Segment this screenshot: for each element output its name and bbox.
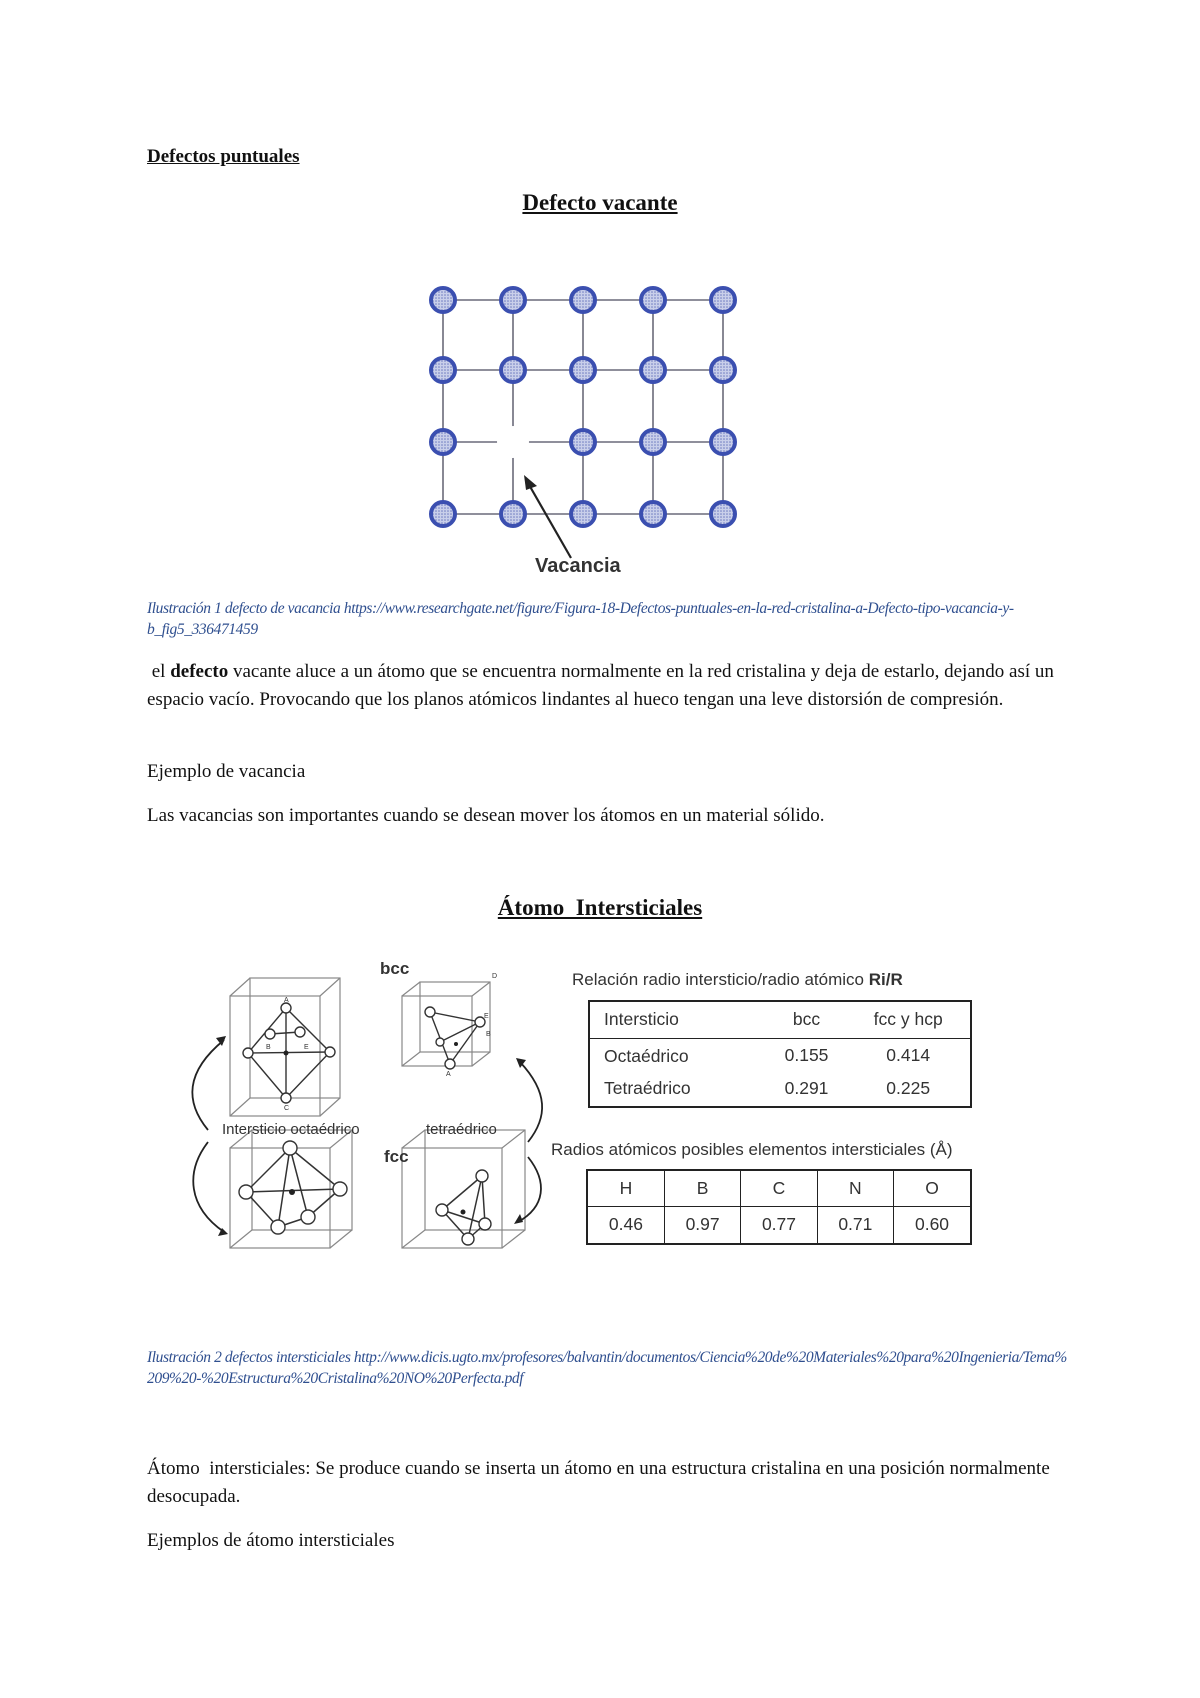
section-heading: Defectos puntuales (147, 146, 300, 167)
vertex-label: E (484, 1013, 489, 1020)
lattice-atom (571, 288, 595, 312)
radii-value-cell: 0.97 (664, 1206, 740, 1244)
ratio-cell: Tetraédrico (604, 1077, 691, 1098)
lattice-atom (641, 358, 665, 382)
vertex-label: A (284, 997, 289, 1004)
ratio-cell: 0.414 (886, 1044, 931, 1065)
ratio-title (572, 970, 903, 990)
arrow-head-icon (514, 1214, 523, 1224)
figure-caption-2: Ilustración 2 defectos intersticiales http://www.dicis.ugto.mx/profesores/balvantin/documentos/Ciencia%20de%20Materiales%20para%20Ingenieria/Tema%209%20-%20Estructura%20Cristalina%20NO%20Perfecta.pdf (147, 1349, 1067, 1387)
fcc-label: fcc (384, 1147, 409, 1166)
lattice-atom (501, 288, 525, 312)
radii-header-cell: H (587, 1170, 664, 1206)
tetrahedral-label: tetraédrico (426, 1121, 497, 1138)
lattice-atom (501, 502, 525, 526)
interstitial-title: Átomo Intersticiales (497, 895, 703, 920)
vacancy-title: Defecto vacante (522, 190, 678, 215)
lattice-atom (571, 502, 595, 526)
ratio-title-text: Relación radio intersticio/radio atómico (572, 970, 864, 989)
lattice-atom (641, 430, 665, 454)
vacancy-label: Vacancia (535, 555, 621, 577)
interstitial-paragraph: Átomo intersticiales: Se produce cuando se inserta un átomo en una estructura cristalina en una posición normalmente desocupada. (147, 1458, 1055, 1507)
radii-value-cell: 0.71 (817, 1206, 893, 1244)
radii-header-cell: C (741, 1170, 817, 1206)
ratio-header-cell: fcc y hcp (873, 1009, 943, 1030)
radii-value-cell: 0.46 (587, 1206, 664, 1244)
lattice-atom (711, 430, 735, 454)
curved-arrow-left-top (192, 1040, 224, 1130)
vertex-label: C (284, 1105, 290, 1112)
ratio-cell: 0.155 (784, 1044, 829, 1065)
radii-header-cell: B (664, 1170, 740, 1206)
vacancy-lattice-figure (420, 282, 750, 582)
lattice-atom (711, 288, 735, 312)
vertex-label: D (492, 973, 498, 980)
lattice-atom (641, 502, 665, 526)
ratio-table-frame (588, 1000, 972, 1108)
lattice-atom (501, 358, 525, 382)
radii-header-cell: N (817, 1170, 893, 1206)
interstitial-example-label: Ejemplos de átomo intersticiales (147, 1530, 395, 1551)
radii-title: Radios atómicos posibles elementos intersticiales (Å) (551, 1140, 953, 1159)
ratio-header-cell: bcc (792, 1009, 821, 1030)
lattice-atom (571, 430, 595, 454)
vertex-label: B (486, 1031, 491, 1038)
arrow-head-icon (524, 475, 537, 490)
vertex-label: A (446, 1071, 451, 1078)
lattice-atom (641, 288, 665, 312)
vertex-label: B (266, 1044, 271, 1051)
paragraph-rest: vacante aluce a un átomo que se encuentra normalmente en la red cristalina y deja de estarlo, dejando así un espacio vacío. Provocando que los planos atómicos lindantes al hueco tengan una leve distorsión de compresión. (147, 661, 1054, 710)
vacancy-paragraph (147, 658, 1067, 714)
vertex-label: E (304, 1044, 309, 1051)
radii-table (586, 1169, 972, 1245)
bcc-label: bcc (380, 959, 410, 978)
radii-header-cell: O (894, 1170, 971, 1206)
paragraph-bold-term: defecto (170, 661, 229, 682)
ratio-cell: Octaédrico (604, 1046, 689, 1067)
vacancy-importance: Las vacancias son importantes cuando se desean mover los átomos en un material sólido. (147, 805, 825, 826)
octahedral-label: Intersticio octaédrico (222, 1121, 360, 1138)
lattice-atom (431, 502, 455, 526)
lattice-atom (571, 358, 595, 382)
lattice-atom (711, 502, 735, 526)
curved-arrow-left-bottom (193, 1142, 224, 1232)
ratio-table (590, 1002, 970, 1104)
lattice-atom (431, 358, 455, 382)
lattice-atom (431, 288, 455, 312)
ratio-header-cell: Intersticio (604, 1009, 679, 1030)
ratio-cell: 0.291 (784, 1077, 829, 1098)
ratio-cell: 0.225 (886, 1077, 931, 1098)
figure-caption-1: Ilustración 1 defecto de vacancia https://www.researchgate.net/figure/Figura-18-Defectos-puntuales-en-la-red-cristalina-a-Defecto-tipo-vacancia-y-b_fig5_336471459 (147, 600, 1014, 638)
paragraph-prefix: el (147, 661, 171, 682)
fcc-tetrahedral-cell (402, 1130, 525, 1248)
ratio-title-bold: Ri/R (868, 970, 903, 989)
radii-value-cell: 0.60 (894, 1206, 971, 1244)
curved-arrow-right-bottom (518, 1157, 541, 1222)
radii-value-cell: 0.77 (741, 1206, 817, 1244)
lattice-atom (711, 358, 735, 382)
lattice-atom (431, 430, 455, 454)
vacancy-site (497, 426, 529, 458)
interstitial-crystal-figure (180, 952, 560, 1272)
vacancy-example-label: Ejemplo de vacancia (147, 761, 306, 782)
vacancy-arrow (528, 483, 571, 558)
